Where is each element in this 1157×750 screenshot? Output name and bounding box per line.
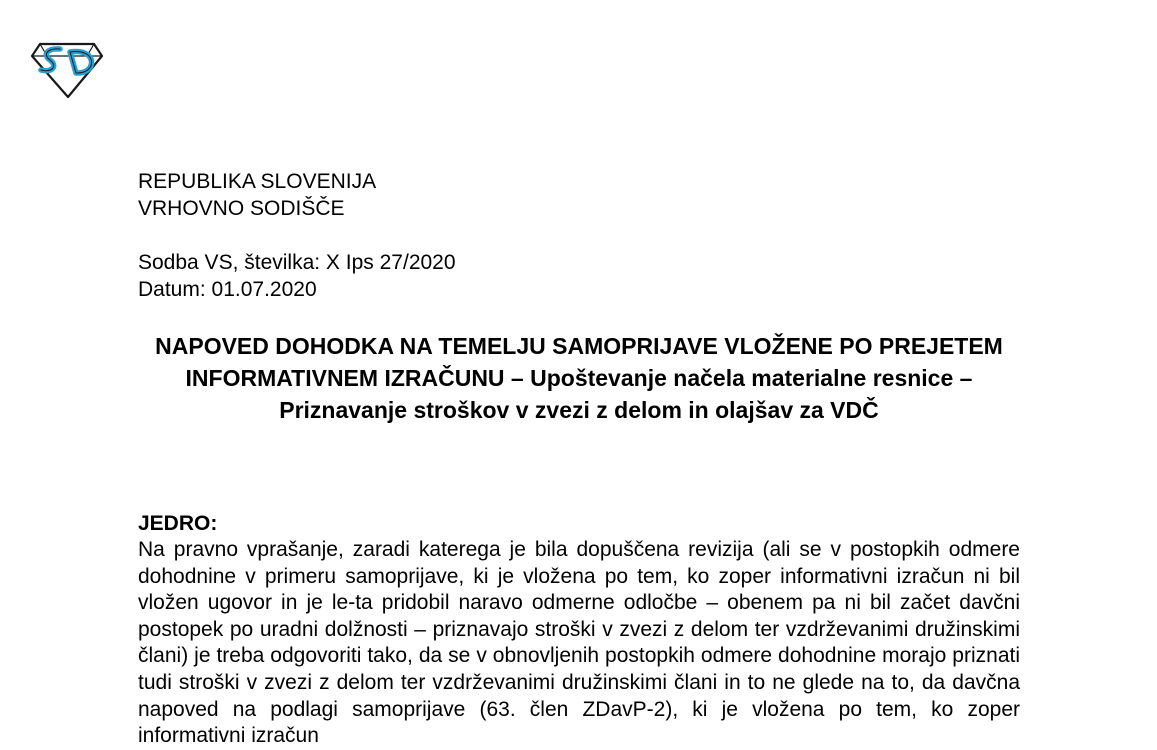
country-name: REPUBLIKA SLOVENIJA: [138, 170, 377, 193]
section-body-text: Na pravno vprašanje, zaradi katerega je bila dopuščena revizija (ali se v postopkih odmere dohodnine v primeru samoprijave, ki je vložena po tem, ko zoper informativni izračun ni bil vložen ugovor in je le-ta pridobil naravo odmerne odločbe – obenem pa ni bil začet davčni postopek po uradni dolžnosti – priznavajo stroški v zvezi z delom ter vzdrževanimi družinskimi člani) je treba odgovoriti tako, da se v obnovljenih postopkih odmere dohodnine morajo priznati tudi stroški v zvezi z delom ter vzdrževanimi družinskimi člani in to ne glede na to, da davčna napoved na podlagi samoprijave (63. člen ZDavP-2), ki je vložena po tem, ko zoper informativni izračun: [138, 538, 1020, 748]
case-metadata: [138, 249, 456, 303]
court-logo-icon: [30, 40, 104, 100]
document-title: NAPOVED DOHODKA NA TEMELJU SAMOPRIJAVE VLOŽENE PO PREJETEM INFORMATIVNEM IZRAČUNU – Upoštevanje načela materialne resnice – Priznavanje stroškov v zvezi z delom in olajšav za VDČ: [155, 333, 1003, 423]
court-header: [138, 168, 376, 222]
court-name: VRHOVNO SODIŠČE: [138, 197, 345, 220]
section-heading: JEDRO:: [138, 512, 218, 535]
decision-date: Datum: 01.07.2020: [138, 278, 317, 301]
case-number: Sodba VS, številka: X Ips 27/2020: [138, 251, 456, 274]
